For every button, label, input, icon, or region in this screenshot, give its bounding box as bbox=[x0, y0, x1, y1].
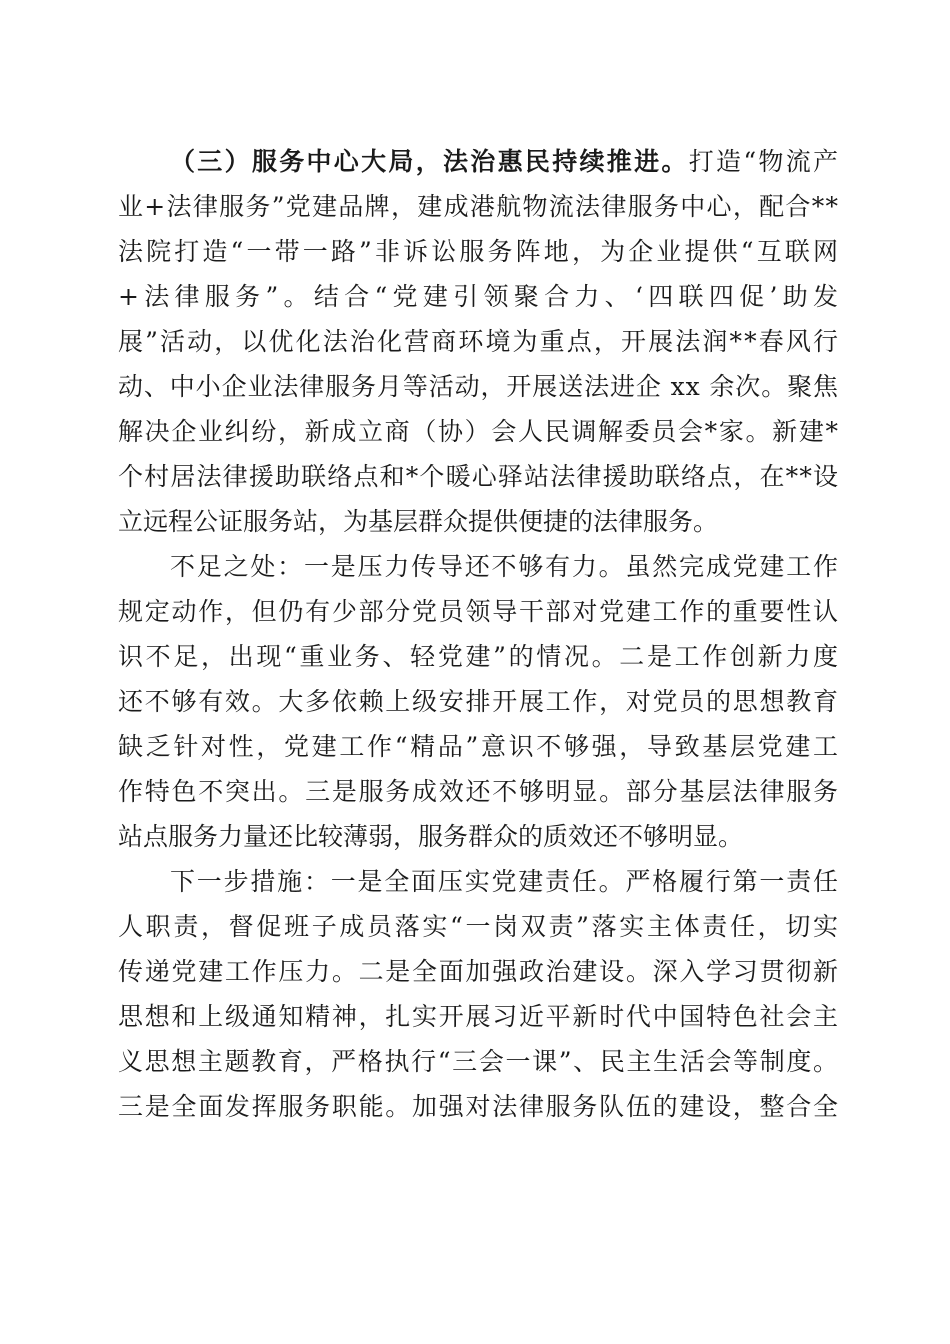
paragraph-line: 立远程公证服务站，为基层群众提供便捷的法律服务。 bbox=[118, 507, 719, 536]
paragraph-line: 站点服务力量还比较薄弱，服务群众的质效还不够明显。 bbox=[118, 822, 744, 851]
paragraph-line: 解决企业纠纷，新成立商（协）会人民调解委员会*家。新建* bbox=[118, 417, 840, 446]
paragraph-line: 动、中小企业法律服务月等活动，开展送法进企 xx 余次。聚焦 bbox=[118, 372, 839, 401]
paragraph-line: 缺乏针对性，党建工作“精品”意识不够强，导致基层党建工 bbox=[118, 732, 841, 761]
paragraph-line: +法律服务”。结合“党建引领聚合力、‘四联四促’助发 bbox=[118, 282, 844, 311]
paragraph-line: 规定动作，但仍有少部分党员领导干部对党建工作的重要性认 bbox=[118, 597, 840, 626]
paragraph-line: 思想和上级通知精神，扎实开展习近平新时代中国特色社会主 bbox=[118, 1002, 840, 1031]
paragraph-line: 法院打造“一带一路”非诉讼服务阵地，为企业提供“互联网 bbox=[118, 237, 842, 266]
paragraph-line: 还不够有效。大多依赖上级安排开展工作，对党员的思想教育 bbox=[118, 687, 840, 716]
section-heading-continuation: 打造“物流产 bbox=[688, 147, 841, 176]
paragraph-line: 作特色不突出。三是服务成效还不够明显。部分基层法律服务 bbox=[118, 777, 840, 806]
paragraph-line: 三是全面发挥服务职能。加强对法律服务队伍的建设，整合全 bbox=[118, 1092, 840, 1121]
paragraph-line: 识不足，出现“重业务、轻党建”的情况。二是工作创新力度 bbox=[118, 642, 841, 671]
paragraph-line: 不足之处：一是压力传导还不够有力。虽然完成党建工作 bbox=[170, 552, 840, 581]
paragraph-line: 下一步措施：一是全面压实党建责任。严格履行第一责任 bbox=[170, 867, 840, 896]
paragraph-line: 传递党建工作压力。二是全面加强政治建设。深入学习贯彻新 bbox=[118, 957, 840, 986]
paragraph-line: 个村居法律援助联络点和*个暖心驿站法律援助联络点，在**设 bbox=[118, 462, 840, 491]
paragraph-line: 展”活动，以优化法治化营商环境为重点，开展法润**春风行 bbox=[118, 327, 841, 356]
paragraph-line: 业+法律服务”党建品牌，建成港航物流法律服务中心，配合** bbox=[118, 192, 840, 221]
paragraph-line: 义思想主题教育，严格执行“三会一课”、民主生活会等制度。 bbox=[118, 1047, 840, 1076]
section-heading: （三）服务中心大局，法治惠民持续推进。 bbox=[170, 147, 689, 176]
paragraph-line bbox=[170, 142, 890, 182]
paragraph-line: 人职责，督促班子成员落实“一岗双责”落实主体责任，切实 bbox=[118, 912, 841, 941]
